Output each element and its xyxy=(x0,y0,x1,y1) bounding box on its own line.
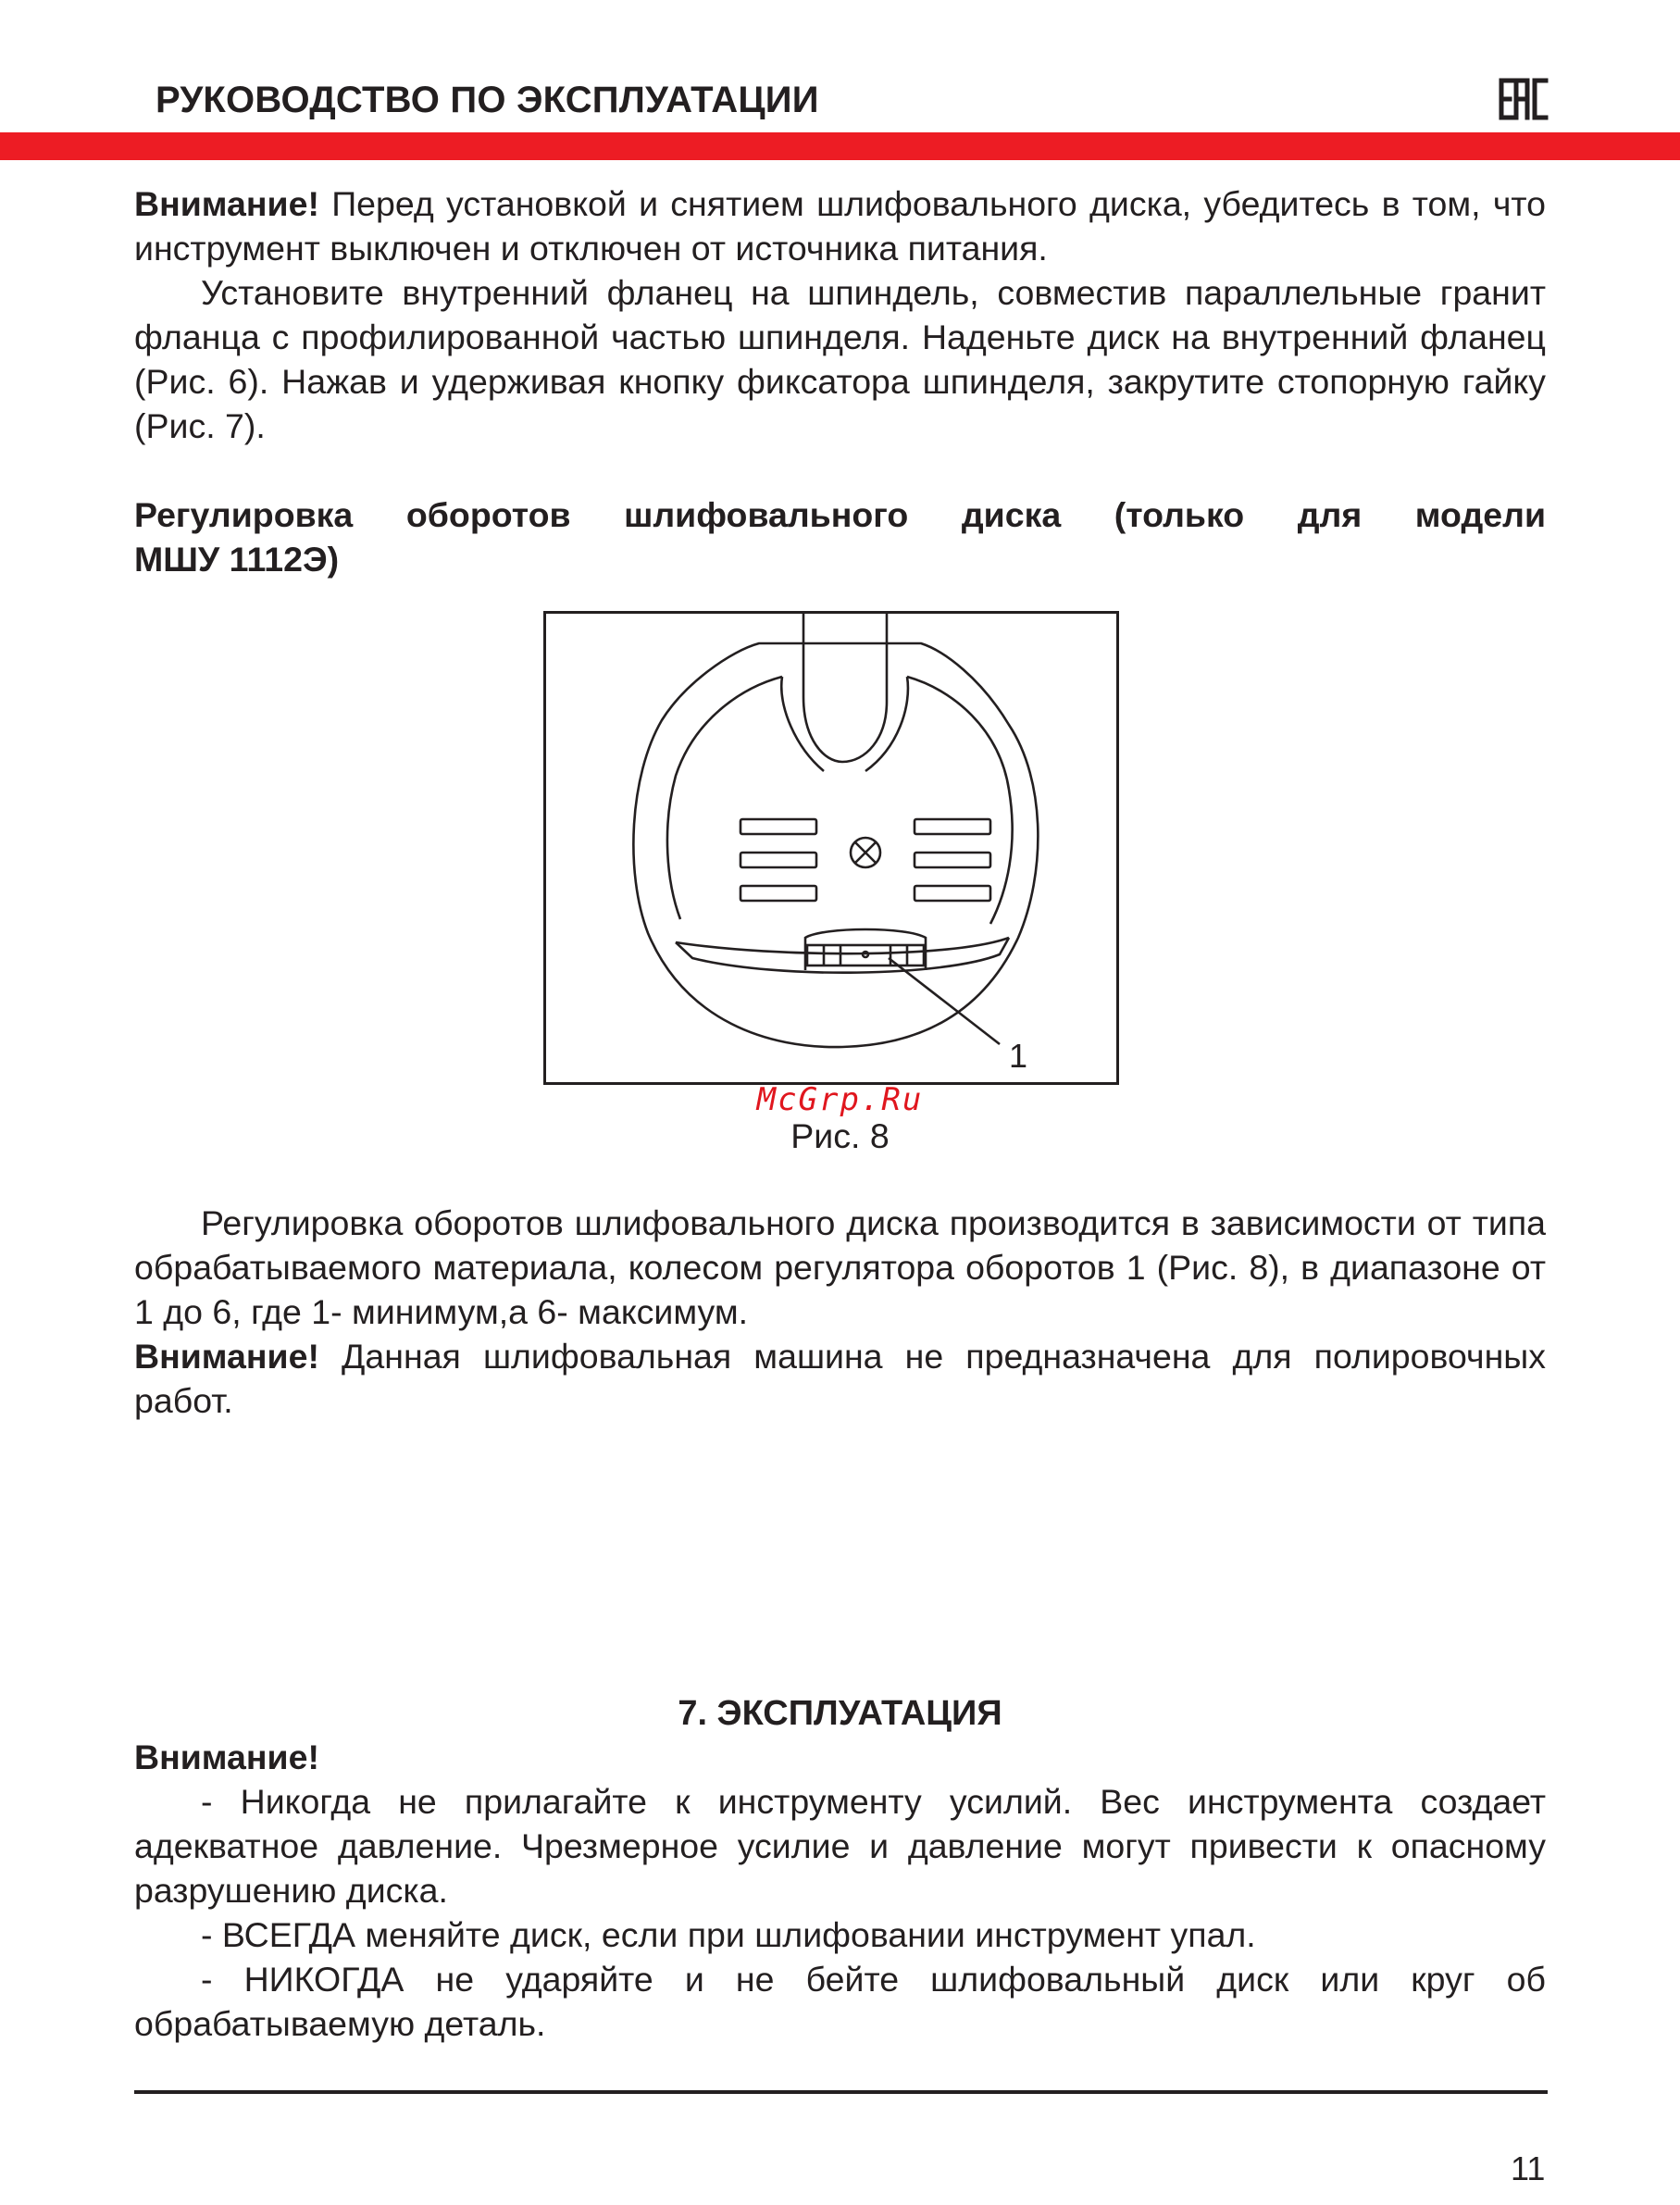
installation-block xyxy=(134,181,1546,448)
regulation-block xyxy=(134,1201,1546,1423)
header-accent-bar xyxy=(0,132,1680,160)
installation-paragraph: Установите внутренний фланец на шпиндель, совместив параллельные гранит фланца с профилированной частью шпинделя. Наденьте диск на внутренний фланец (Рис. 6). Нажав и удерживая кнопку фиксатора шпинделя, закрутите стопорную гайку (Рис. 7). xyxy=(134,273,1546,445)
installation-warning xyxy=(134,181,1546,270)
figure-8 xyxy=(543,611,1119,1085)
figure-caption: Рис. 8 xyxy=(790,1116,890,1155)
subsection-heading-line1: Регулировка оборотов шлифовального диска (только для модели xyxy=(134,495,1546,534)
footer-divider xyxy=(134,2090,1548,2094)
callout-leader-line xyxy=(889,958,1000,1044)
warning-text: Данная шлифовальная машина не предназначена для полировочных работ. xyxy=(134,1337,1546,1420)
page-number: 11 xyxy=(1511,2149,1546,2187)
operation-block xyxy=(134,1735,1546,2046)
warning-label: Внимание! xyxy=(134,184,319,223)
grinder-illustration xyxy=(546,614,1116,1082)
grinder-handle xyxy=(803,614,887,762)
watermark-text: McGrp.Ru xyxy=(756,1081,924,1118)
polishing-warning xyxy=(134,1334,1546,1423)
grinder-housing-outline xyxy=(633,643,1038,1047)
list-item: - ВСЕГДА меняйте диск, если при шлифовании инструмент упал. xyxy=(201,1915,1256,1954)
eac-logo xyxy=(1498,76,1549,122)
subsection-heading xyxy=(134,492,1546,581)
subsection-heading-line2: МШУ 1112Э) xyxy=(134,540,340,579)
page-header-title: РУКОВОДСТВО ПО ЭКСПЛУАТАЦИИ xyxy=(156,80,819,120)
warning-text: Перед установкой и снятием шлифовального диска, убедитесь в том, что инструмент выключен и отключен от источника питания. xyxy=(134,184,1546,268)
section-title: 7. ЭКСПЛУАТАЦИЯ xyxy=(678,1694,1002,1733)
section-warning-label: Внимание! xyxy=(134,1738,319,1776)
list-item: - НИКОГДА не ударяйте и не бейте шлифовальный диск или круг об обрабатываемую деталь. xyxy=(134,1960,1546,2043)
warning-label: Внимание! xyxy=(134,1337,319,1376)
list-item: - Никогда не прилагайте к инструменту усилий. Вес инструмента создает адекватное давление. Чрезмерное усилие и давление могут привести к опасному разрушению диска. xyxy=(134,1782,1546,1910)
callout-label: 1 xyxy=(1009,1037,1028,1075)
regulation-paragraph: Регулировка оборотов шлифовального диска производится в зависимости от типа обрабатываемого материала, колесом регулятора оборотов 1 (Рис. 8), в диапазоне от 1 до 6, где 1- минимум,а 6- максимум. xyxy=(134,1203,1546,1331)
